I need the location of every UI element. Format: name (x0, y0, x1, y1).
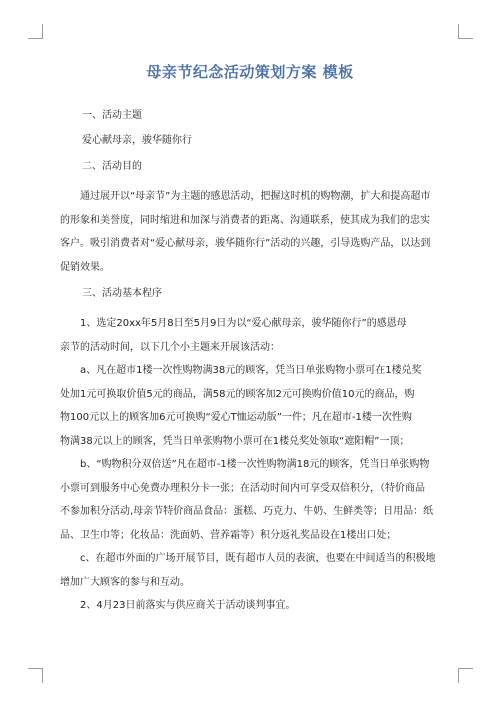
purpose-paragraph: 通过展开以“母亲节”为主题的感恩活动，把握这时机的购物潮，扩大和提高超市 的形象和美誉度，同时缩进和加深与消费者的距离、沟通联系，使其成为我们的忠实 客户。吸引消费者对“爱心献母亲，骏华随你行”活动的兴趣，引导选购产品，以达到 促销效果。 (60, 191, 431, 273)
document-title: 母亲节纪念活动策划方案 模板 (146, 63, 354, 81)
procedure-step-2: 2、4月23日前落实与供应商关于活动谈判事宜。 (80, 600, 296, 611)
document-body (60, 62, 440, 618)
crop-mark-bottom-left (28, 668, 43, 683)
section-heading-purpose: 二、活动目的 (82, 161, 142, 172)
section-heading-theme: 一、活动主题 (82, 110, 142, 121)
crop-mark-top-left (28, 24, 43, 39)
section-heading-procedure: 三、活动基本程序 (82, 288, 162, 299)
procedure-item-a: a、凡在超市1楼一次性购物满38元的顾客，凭当日单张购物小票可在1楼兑奖 处加1元可换取价值5元的商品，满58元的顾客加2元可换购价值10元的商品，购 物100元以上的顾客加6元可换购“爱心T恤运动版”一件；凡在超市-1楼一次性购 物满38元以上的顾客，凭当日单张购物小票可在1楼兑奖处领取“遮阳帽”一顶； (60, 365, 422, 447)
procedure-item-c: c、在超市外面的广场开展节目，既有超市人员的表演，也要在中间适当的积极地 增加广大顾客的参与和互动。 (60, 553, 436, 588)
procedure-step-1: 1、选定20xx年5月8日至5月9日为以“爱心献母亲，骏华随你行”的感恩母 亲节的活动时间，以下几个小主题来开展该活动： (60, 318, 407, 353)
procedure-item-b: b、“购物积分双倍送”凡在超市-1楼一次性购物满18元的顾客，凭当日单张购物 小票可到服务中心免费办理积分卡一张；在活动时间内可享受双倍积分，（特价商品 不参加积分活动,母亲节特价商品食品：蛋糕、巧克力、牛奶、生鲜类等；日用品：纸 品、卫生巾等；化妆品：洗面奶、营养霜等）积分返礼奖品设在1楼出口处； (60, 459, 434, 541)
crop-mark-top-right (458, 24, 473, 39)
crop-mark-bottom-right (458, 668, 473, 683)
theme-text: 爱心献母亲，骏华随你行 (82, 135, 192, 146)
